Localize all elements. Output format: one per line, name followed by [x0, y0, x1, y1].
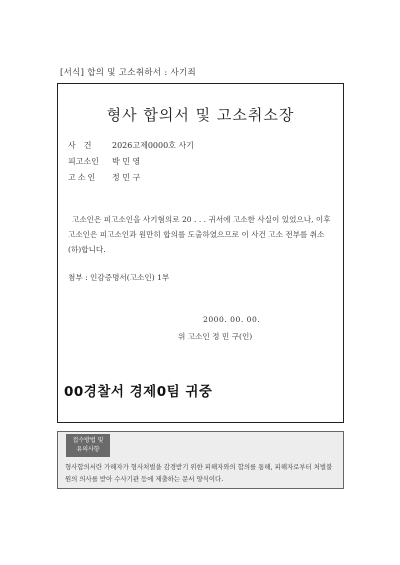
guide-label-line1: 접수방법 및 [72, 437, 104, 444]
case-value: 2026고제0000호 사기 [112, 141, 194, 150]
document-frame [57, 83, 344, 423]
document-title: 형사 합의서 및 고소취소장 [106, 106, 295, 124]
document-date: 2000. 00. 00. [203, 315, 261, 324]
case-field [68, 140, 194, 151]
addressee: 00경찰서 경제0팀 귀중 [64, 384, 213, 400]
guide-label-line2: 유의사항 [76, 446, 100, 453]
signer-line: 위 고소인 정 민 구(인) [178, 332, 253, 341]
statement-paragraph: 고소인은 피고소인을 사기혐의로 20 . . . 귀서에 고소한 사실이 있었으나, 이후 고소인은 피고소인과 원만히 합의를 도출하였으므로 이 사건 고소 전부를 취소(하)합니다. [68, 215, 331, 254]
statement-body [68, 212, 335, 257]
case-label: 사건 [68, 141, 100, 150]
guide-text: 형사합의서란 가해자가 형사처벌을 감경받기 위한 피해자와의 합의를 통해, 피해자로부터 처벌불원의 의사를 받아 수사기관 등에 제출하는 문서 양식이다. [65, 463, 333, 483]
complainant-label: 고소인 [68, 173, 98, 182]
suspect-field [68, 156, 140, 167]
complainant-value: 정 민 구 [112, 173, 141, 182]
complainant-field [68, 172, 140, 183]
attachment-line: 첨부 : 인감증명서(고소인) 1부 [68, 273, 170, 282]
form-caption: [서식] 합의 및 고소취하서 : 사기죄 [60, 68, 197, 78]
suspect-value: 박 민 영 [112, 157, 141, 166]
guide-label [66, 434, 110, 457]
guide-box [57, 431, 344, 489]
suspect-label: 피고소인 [68, 157, 99, 166]
